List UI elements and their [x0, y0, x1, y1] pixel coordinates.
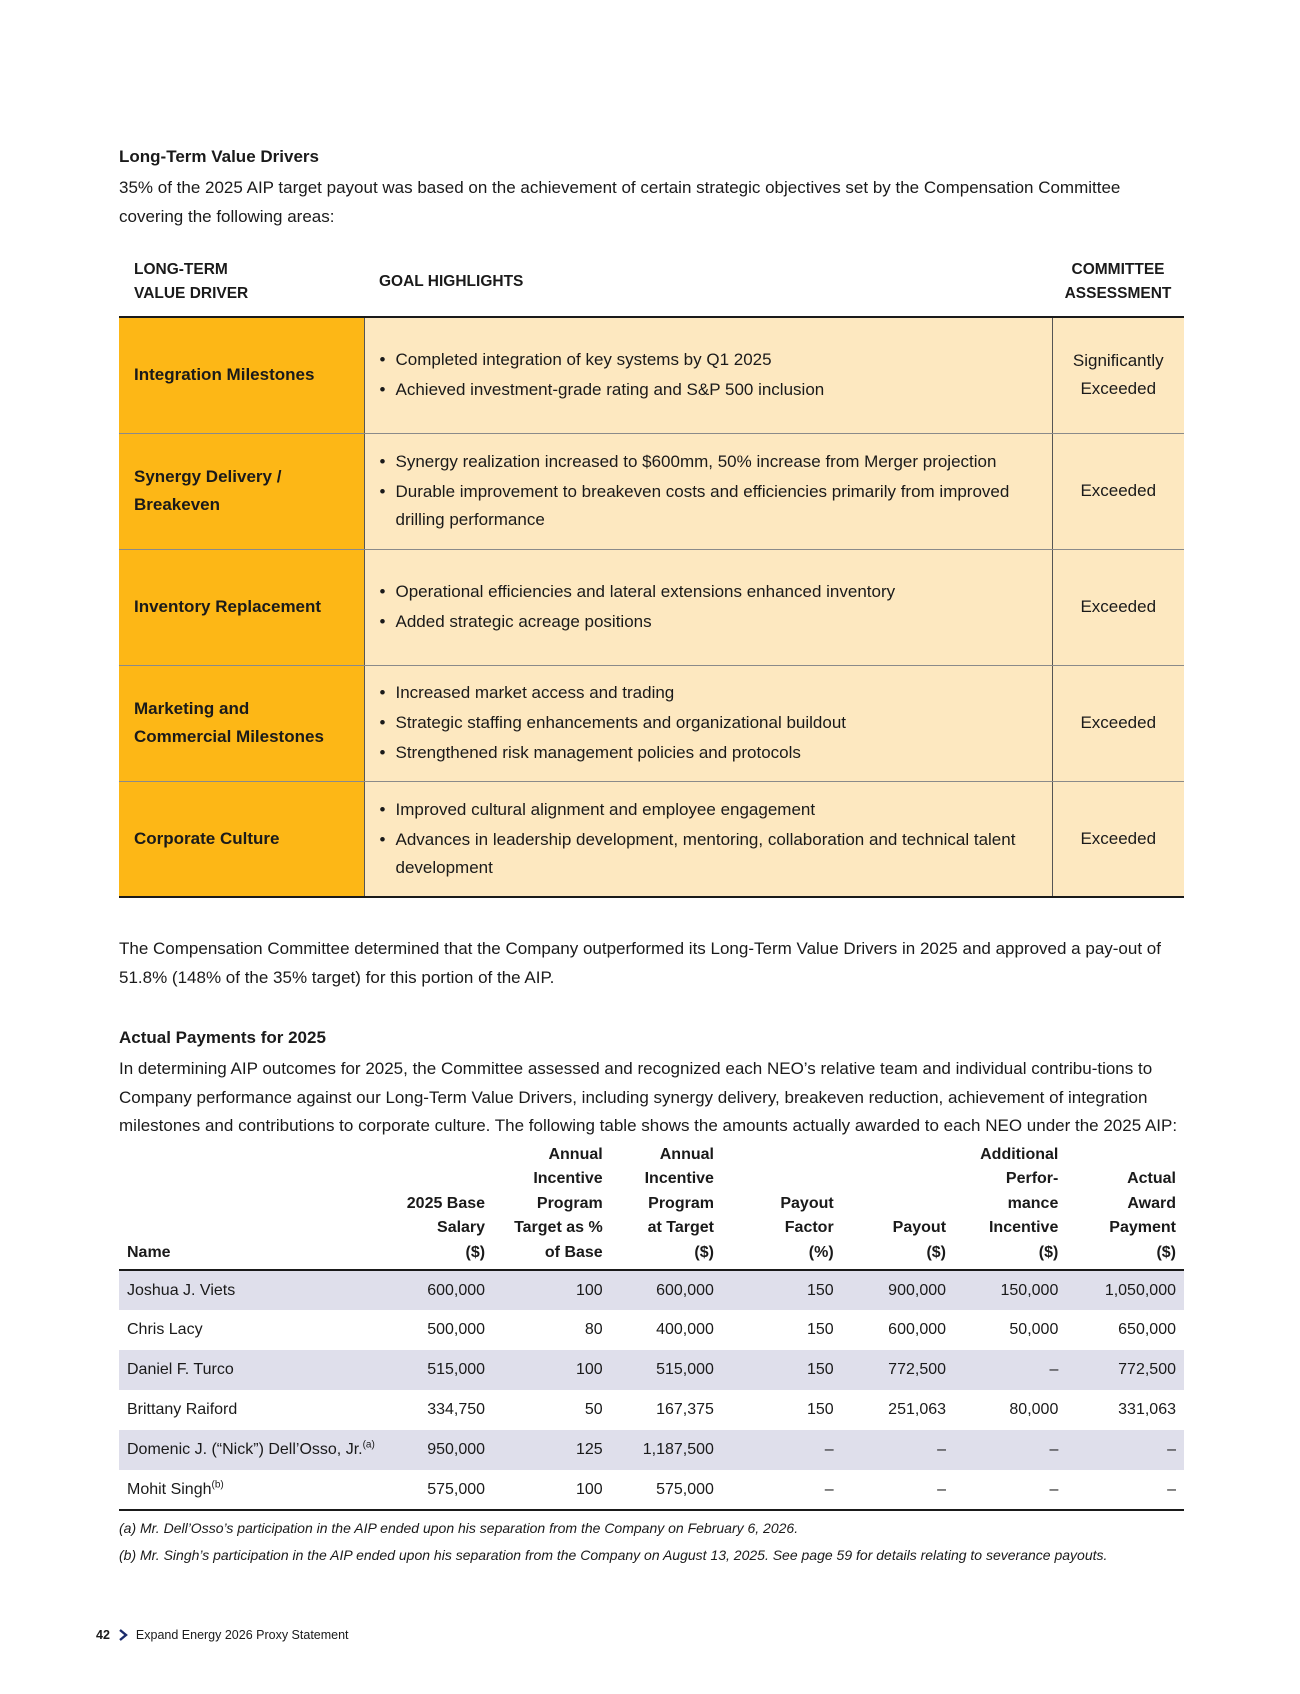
value-driver-name — [119, 549, 364, 665]
table-cell: 515,000 — [611, 1350, 722, 1390]
assessment-line: Significantly — [1072, 351, 1164, 371]
value-driver-name-line: Marketing and — [134, 699, 250, 718]
table-cell: – — [1066, 1470, 1184, 1510]
table-row — [119, 1430, 1184, 1470]
column-header-line: ($) — [1156, 1243, 1176, 1261]
ltvd-conclusion: The Compensation Committee determined that the Company outperformed its Long-Term Value Drivers in 2025 and approved a pay-out of 51.8% (148% of the 35% target) for this portion of the AIP. — [119, 939, 1161, 987]
goal-item — [380, 608, 1040, 636]
payments-column-header — [842, 1143, 954, 1271]
table-cell: 100 — [493, 1470, 611, 1510]
table-cell: 900,000 — [842, 1270, 954, 1310]
goal-item — [380, 709, 1040, 737]
table-row — [119, 1270, 1184, 1310]
value-driver-name-line: Integration Milestones — [134, 365, 315, 385]
page-number: 42 — [96, 1628, 110, 1642]
table-cell: 950,000 — [387, 1430, 493, 1470]
payments-heading: Actual Payments for 2025 — [119, 1028, 326, 1047]
payments-column-header — [954, 1143, 1066, 1271]
assessment-line: Exceeded — [1080, 597, 1157, 616]
table-cell: 100 — [493, 1350, 611, 1390]
goal-highlights — [364, 549, 1052, 665]
table-cell: 167,375 — [656, 1401, 714, 1418]
table-row — [119, 1310, 1184, 1350]
value-driver-name-line: Corporate Culture — [134, 828, 280, 848]
column-header-line: Payout — [780, 1194, 834, 1212]
column-header-line: mance — [1007, 1194, 1059, 1212]
bullet-icon: • — [379, 380, 386, 400]
bullet-icon: • — [379, 683, 386, 702]
table-cell: – — [722, 1470, 842, 1510]
table-cell: 1,187,500 — [611, 1430, 722, 1470]
goal-text: Achieved investment-grade rating and S&P 500 inclusion — [395, 380, 825, 400]
goal-highlights — [364, 433, 1052, 549]
goal-item — [380, 346, 1040, 374]
neo-name — [119, 1470, 387, 1510]
goal-text: Durable improvement to breakeven costs and efficiencies primarily from improved drilling performance — [395, 482, 1010, 529]
neo-name-text: Joshua J. Viets — [127, 1281, 236, 1299]
column-header-line: ($) — [926, 1243, 947, 1261]
page-footer — [96, 1628, 349, 1642]
footnote-a: (a) Mr. Dell’Osso’s participation in the AIP ended upon his separation from the Company on February 6, 2026. — [119, 1520, 799, 1536]
table-cell: 400,000 — [656, 1321, 714, 1338]
column-header-line: Program — [536, 1194, 603, 1212]
table-row — [119, 1390, 1184, 1430]
payments-body — [119, 1270, 1184, 1510]
value-driver-row — [119, 549, 1184, 665]
goal-item — [380, 478, 1040, 534]
value-drivers-header-row — [119, 258, 1184, 317]
goal-text: Increased market access and trading — [395, 683, 675, 702]
goal-text: Strategic staffing enhancements and organizational buildout — [395, 713, 846, 732]
table-cell: 251,063 — [888, 1401, 947, 1418]
committee-assessment — [1052, 549, 1184, 665]
column-header-line: Actual — [1127, 1170, 1176, 1187]
column-header-line: Additional — [980, 1145, 1059, 1163]
assessment-line: Exceeded — [1080, 379, 1157, 399]
payments-column-header — [1066, 1143, 1184, 1271]
footnote-b: (b) Mr. Singh’s participation in the AIP ended upon his separation from the Company on August 13, 2025. See page 59 for details relating to severance payouts. — [119, 1547, 1108, 1563]
table-cell: 150 — [722, 1350, 842, 1390]
bullet-icon: • — [379, 799, 386, 819]
value-driver-name — [119, 665, 364, 781]
neo-name — [119, 1310, 387, 1350]
bullet-icon: • — [379, 482, 386, 501]
goal-text: Completed integration of key systems by Q1 2025 — [395, 350, 772, 370]
table-cell: 650,000 — [1118, 1321, 1176, 1338]
goal-highlights — [364, 665, 1052, 781]
table-cell: 575,000 — [611, 1470, 722, 1510]
goal-highlights — [364, 781, 1052, 897]
bullet-icon: • — [379, 350, 386, 370]
document-title: Expand Energy 2026 Proxy Statement — [135, 1628, 349, 1642]
payments-column-header — [611, 1143, 722, 1271]
value-driver-name — [119, 781, 364, 897]
column-header-line: 2025 Base — [406, 1194, 486, 1212]
goal-text: Added strategic acreage positions — [395, 612, 652, 631]
value-driver-name — [119, 433, 364, 549]
ltvd-heading: Long-Term Value Drivers — [119, 147, 319, 166]
neo-name — [119, 1270, 387, 1310]
table-cell: – — [954, 1470, 1066, 1510]
assessment-line: Exceeded — [1080, 828, 1157, 848]
table-cell: 331,063 — [1118, 1401, 1176, 1418]
driver-header-line1: LONG-TERM — [134, 261, 228, 278]
table-cell: 150 — [806, 1401, 834, 1418]
payments-column-header — [119, 1143, 387, 1271]
column-header-line: Annual — [659, 1145, 714, 1163]
footnote-marker: (b) — [211, 1479, 224, 1491]
table-cell: – — [842, 1430, 954, 1470]
goals-column-header: GOAL HIGHLIGHTS — [379, 273, 524, 290]
column-header-line: Annual — [548, 1145, 603, 1163]
column-header-line: at Target — [647, 1219, 714, 1236]
chevron-right-icon — [118, 1629, 128, 1641]
table-cell: 150 — [806, 1321, 834, 1338]
table-cell: 150,000 — [954, 1270, 1066, 1310]
column-header-line: Target as % — [514, 1219, 603, 1236]
goal-item — [380, 679, 1040, 707]
payments-column-header — [722, 1143, 842, 1271]
committee-assessment — [1052, 317, 1184, 433]
committee-assessment — [1052, 433, 1184, 549]
table-cell: 772,500 — [842, 1350, 954, 1390]
column-header-line: Award — [1127, 1194, 1176, 1212]
payments-intro: In determining AIP outcomes for 2025, the Committee assessed and recognized each NEO’s relative team and individual contribu-tions to Company performance against our Long-Term Value Drivers, including synergy delivery, breakeven reduction, achievement of integration milestones and contributions to corporate culture. The following table shows the amounts actually awarded to each NEO under the 2025 AIP: — [119, 1059, 1178, 1135]
column-header-line: Incentive — [988, 1219, 1059, 1236]
goal-highlights — [364, 317, 1052, 433]
column-header-line: Perfor- — [1005, 1170, 1059, 1187]
table-cell: 150 — [722, 1270, 842, 1310]
goal-item — [380, 739, 1040, 767]
assessment-header-line2: ASSESSMENT — [1064, 285, 1172, 302]
payments-header-row — [119, 1143, 1184, 1271]
table-cell: 1,050,000 — [1066, 1270, 1184, 1310]
table-cell: – — [842, 1470, 954, 1510]
table-row — [119, 1350, 1184, 1390]
driver-column-header — [119, 258, 364, 317]
column-header-line: Factor — [784, 1219, 834, 1236]
table-cell: 600,000 — [611, 1270, 722, 1310]
goal-item — [380, 578, 1040, 606]
column-header-line: Name — [127, 1243, 171, 1261]
table-cell: – — [954, 1350, 1066, 1390]
value-driver-row — [119, 781, 1184, 897]
table-cell: – — [1066, 1430, 1184, 1470]
neo-name-text: Mohit Singh — [127, 1480, 212, 1498]
column-header-line: Payment — [1109, 1219, 1176, 1236]
table-row — [119, 1470, 1184, 1510]
table-cell: 600,000 — [387, 1270, 493, 1310]
bullet-icon: • — [379, 612, 386, 631]
neo-name-text: Daniel F. Turco — [127, 1361, 234, 1378]
column-header-line: Incentive — [533, 1170, 603, 1187]
goal-text: Strengthened risk management policies and protocols — [395, 743, 801, 762]
table-cell: 100 — [493, 1270, 611, 1310]
bullet-icon: • — [379, 743, 386, 762]
goal-text: Advances in leadership development, mentoring, collaboration and technical talent development — [395, 829, 1016, 877]
neo-name — [119, 1390, 387, 1430]
table-cell: 50 — [584, 1401, 603, 1418]
value-driver-row — [119, 433, 1184, 549]
goal-text: Operational efficiencies and lateral extensions enhanced inventory — [395, 582, 896, 601]
committee-assessment — [1052, 665, 1184, 781]
table-cell: 80,000 — [1009, 1401, 1059, 1418]
goal-text: Improved cultural alignment and employee engagement — [395, 799, 816, 819]
column-header-line: Incentive — [644, 1170, 714, 1187]
bullet-icon: • — [379, 713, 386, 732]
value-drivers-body — [119, 317, 1184, 897]
assessment-line: Exceeded — [1080, 713, 1157, 732]
table-cell: 334,750 — [427, 1401, 486, 1418]
footnote-marker: (a) — [362, 1439, 375, 1451]
table-cell: 600,000 — [888, 1321, 947, 1338]
payments-column-header — [387, 1143, 493, 1271]
neo-name-text: Brittany Raiford — [127, 1401, 238, 1418]
assessment-line: Exceeded — [1080, 481, 1157, 500]
bullet-icon: • — [379, 829, 386, 849]
goal-item — [380, 448, 1040, 476]
column-header-line: Payout — [892, 1219, 947, 1236]
value-driver-name-line: Inventory Replacement — [134, 597, 322, 616]
goal-item — [380, 796, 1040, 824]
column-header-line: ($) — [465, 1243, 486, 1261]
table-cell: 500,000 — [427, 1321, 486, 1338]
value-driver-name-line: Synergy Delivery / — [134, 467, 282, 486]
column-header-line: Program — [648, 1194, 714, 1212]
table-cell: 50,000 — [1009, 1321, 1059, 1338]
value-drivers-table — [119, 258, 1184, 898]
assessment-column-header — [1052, 258, 1184, 317]
table-cell: 125 — [493, 1430, 611, 1470]
assessment-header-line1: COMMITTEE — [1071, 261, 1165, 278]
bullet-icon: • — [379, 582, 386, 601]
column-header-line: Salary — [437, 1219, 486, 1236]
goal-item — [380, 376, 1040, 404]
table-cell: 515,000 — [387, 1350, 493, 1390]
table-cell: 772,500 — [1066, 1350, 1184, 1390]
value-driver-row — [119, 317, 1184, 433]
value-driver-name — [119, 317, 364, 433]
table-cell: – — [954, 1430, 1066, 1470]
driver-header-line2: VALUE DRIVER — [134, 285, 249, 302]
neo-name-text: Domenic J. (“Nick”) Dell’Osso, Jr. — [127, 1441, 363, 1458]
bullet-icon: • — [379, 452, 386, 471]
value-driver-row — [119, 665, 1184, 781]
value-driver-name-line: Commercial Milestones — [134, 727, 324, 746]
committee-assessment — [1052, 781, 1184, 897]
payments-table — [119, 1143, 1184, 1512]
table-cell: 575,000 — [387, 1470, 493, 1510]
payments-column-header — [493, 1143, 611, 1271]
column-header-line: (%) — [808, 1243, 834, 1261]
neo-name — [119, 1350, 387, 1390]
ltvd-intro: 35% of the 2025 AIP target payout was based on the achievement of certain strategic objectives set by the Compensation Committee covering the following areas: — [119, 178, 1121, 226]
table-cell: 80 — [584, 1321, 603, 1338]
table-cell: – — [722, 1430, 842, 1470]
neo-name-text: Chris Lacy — [127, 1321, 203, 1338]
column-header-line: ($) — [1038, 1243, 1059, 1261]
goal-item — [380, 826, 1040, 882]
column-header-line: of Base — [544, 1243, 603, 1261]
goal-text: Synergy realization increased to $600mm, 50% increase from Merger projection — [395, 452, 997, 471]
neo-name — [119, 1430, 387, 1470]
value-driver-name-line: Breakeven — [134, 495, 221, 514]
page-content — [119, 146, 1184, 1564]
column-header-line: ($) — [694, 1243, 714, 1261]
